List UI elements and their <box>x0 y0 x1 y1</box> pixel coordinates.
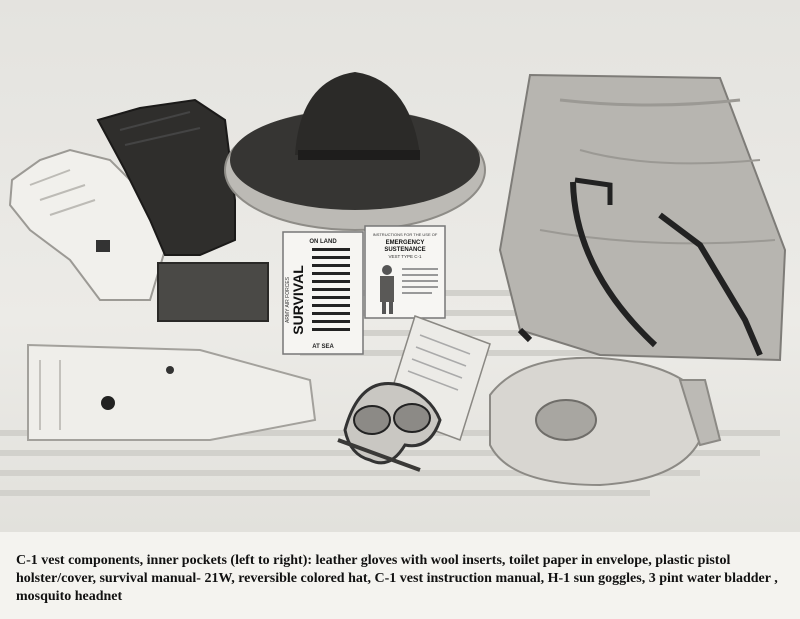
glove-snap-icon <box>96 240 110 252</box>
instruction-manual-line4: VEST TYPE C-1 <box>388 254 422 259</box>
toilet-paper-envelope <box>158 263 268 321</box>
water-bladder <box>490 358 720 485</box>
mosquito-headnet <box>500 75 785 360</box>
instruction-manual-line3: SUSTENANCE <box>384 247 426 253</box>
vest-instruction-manual <box>365 226 445 318</box>
instruction-manual-line2: EMERGENCY <box>385 240 425 246</box>
reversible-hat <box>225 72 485 230</box>
plastic-holster-cover <box>28 345 315 440</box>
survival-manual-bottom-text: AT SEA <box>312 344 334 350</box>
survival-manual-title: SURVIVAL <box>290 265 306 335</box>
photo-caption: C-1 vest components, inner pockets (left to right): leather gloves with wool inserts, toilet paper in envelope, plastic pistol holster/cover, survival manual- 21W, reversible colored hat, C-1 vest instruction manual, H-1 sun goggles, 3 pint water bladder , mosquito headnet <box>16 553 778 604</box>
instruction-manual-line1: INSTRUCTIONS FOR THE USE OF <box>372 232 438 237</box>
page-bottom-edge <box>0 610 800 619</box>
survival-manual-side-text: ARMY AIR FORCES <box>285 276 291 324</box>
holster-grommet-icon <box>101 396 115 410</box>
holster-snap-icon <box>166 366 174 374</box>
survival-manual-top-text: ON LAND <box>309 239 337 245</box>
survival-manual <box>283 232 363 354</box>
